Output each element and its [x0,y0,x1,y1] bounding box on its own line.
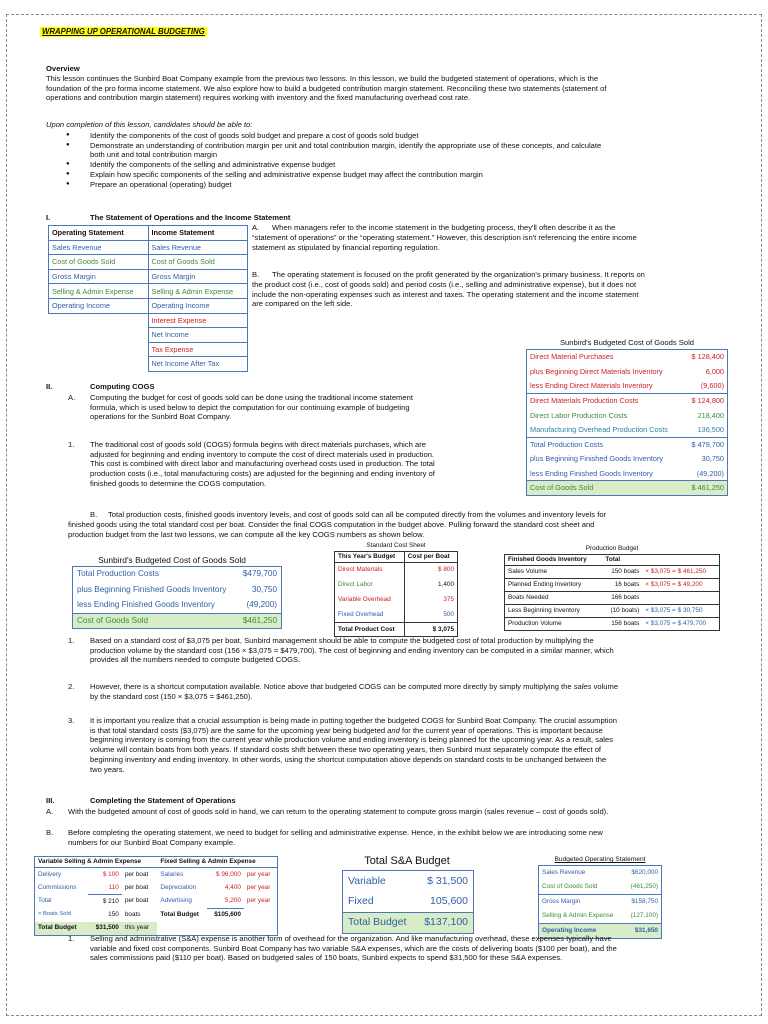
section-2-b-text [108,510,728,520]
production-units: 156 boats [611,620,640,628]
standard-cost-label: Fixed Overhead [335,608,405,623]
sa-budget-title: Total S&A Budget [364,855,450,867]
sa-cell: Salaries [160,870,184,878]
production-calc: × $3,075 = $ 479,700 [645,620,707,628]
section-3-1-label: 1. [68,934,75,943]
section-3-heading: Completing the Statement of Operations [90,796,236,805]
text-line: variable and fixed cost components. Sunbird Boat Company has two variable S&A expenses, which are the costs of delivering boats ($100 per boat), and the [90,943,617,953]
comparison-cell: Tax Expense [148,342,248,357]
sa-budget-label: Total Budget [348,916,407,929]
cogs-row-label: less Ending Direct Materials Inventory [530,381,653,391]
text-line: production volume by the standard cost (156 × $3,075 = $479,700). The cost of beginning and ending inventory can be computed in a similar manner, which [90,645,614,655]
sa-cell: Depreciation [160,883,197,891]
section-2-a-label: A. [68,393,76,402]
comparison-cell: Gross Margin [148,269,248,284]
overview-heading: Overview [46,64,80,73]
section-2-a-text [90,393,510,422]
sa-budget-label: Fixed [348,895,374,908]
comparison-header: Operating Statement [49,226,149,241]
sa-cell: $ 100 [102,870,119,878]
cogs-small-value: 30,750 [251,584,277,594]
text-span: volume [591,682,619,691]
sa-expense-table [34,856,278,936]
cogs-row-value: 6,000 [705,366,724,376]
text-line: This cost is combined with direct labor and manufacturing overhead costs used in production. The total [90,459,435,469]
standard-cost-value: 500 [443,610,454,618]
standard-cost-table [334,551,458,637]
cogs-small-title: Sunbird's Budgeted Cost of Goods Sold [98,555,246,565]
production-label: Boats Needed [508,594,549,602]
section-3-b-text [68,828,748,847]
overview-paragraph [46,74,736,103]
production-budget-title: Production Budget [585,545,639,552]
sa-cell: boats [124,910,141,918]
text-line: Computing the budget for cost of goods sold can be done using the traditional income statement [90,393,413,402]
standard-cost-header: This Year's Budget [335,552,405,563]
comparison-cell-empty [49,328,149,343]
comparison-cell: Net Income [148,328,248,343]
objective-item: ● Identify the components of the selling and administrative expense budget [90,160,730,170]
cogs-row-value: $ 461,250 [691,483,724,493]
section-3-b-label: B. [46,828,54,837]
cogs-small-label: less Ending Finished Goods Inventory [77,599,215,609]
section-1-a-text [272,223,742,233]
section-2-b-text-cont [68,520,728,539]
statement-comparison-table [48,225,248,372]
cogs-row-label: plus Beginning Direct Materials Inventory [530,366,663,376]
production-label: Production Volume [508,620,562,628]
operating-statement-table [538,865,662,939]
op-value: $620,000 [631,868,658,876]
section-2-b2-label: 2. [68,682,75,691]
text-line: two years. [90,764,125,774]
op-value: (127,100) [630,911,658,919]
text-line: finished goods to determine the COGS computation. [90,478,267,488]
sa-cell: $105,600 [207,908,244,922]
text-span: is that total standard costs ($3,075) are the same for the upcoming year being budgeted [90,725,388,735]
op-label: Selling & Admin Expense [542,911,614,919]
production-units: 150 boats [611,568,640,576]
cogs-row-value: $ 124,800 [691,396,724,406]
sa-cell: 4,400 [224,883,241,891]
sa-header: Fixed Selling & Admin Expense [160,858,256,865]
section-2-b1-label: 1. [68,636,75,645]
comparison-cell: Interest Expense [148,313,248,328]
production-header: Total [605,556,621,563]
overview-line: foundation of the pro forma income statement. We also explore how to build a budgeted contribution margin statement. Reconciling these two statements (statement of [46,83,607,93]
text-line: beginning inventory is coming from the current year while production volume and ending inventory is being planned for the upcoming year. As a result, sales [90,735,614,745]
cogs-row-value: (9,600) [700,381,724,391]
comparison-cell: Sales Revenue [49,240,149,255]
operating-statement-title: Budgeted Operating Statement [554,856,646,863]
standard-cost-value: 375 [443,596,454,604]
production-calc [642,592,719,605]
cogs-row-label: Manufacturing Overhead Production Costs [530,424,668,434]
section-2-b2-text [90,682,740,701]
cogs-row-label: Direct Material Purchases [530,352,614,362]
op-label: Cost of Goods Sold [542,882,598,890]
standard-cost-total-value: $ 3,075 [432,625,454,633]
production-label: Sales Volume [508,568,548,576]
sa-cell: 150 [108,910,119,918]
comparison-cell: Cost of Goods Sold [148,255,248,270]
sa-cell: Commissions [38,883,77,891]
text-line: production budget from the last two lessons, we can compute all the key COGS numbers as shown below. [68,529,425,539]
text-line: numbers for our Sunbird Boat Company example. [68,837,236,847]
text-line: The operating statement is focused on the profit generated by the organization's primary business. It reports on [272,270,645,279]
cogs-small-value: $479,700 [242,569,277,579]
standard-cost-total-label: Total Product Cost [335,623,405,637]
text-line: include the non-operating expenses such as interest and taxes. The operating statement and the income statement [252,289,639,299]
text-line: beginning inventory and ending inventory. In other words, using the shortcut computation above depends on standard costs to be unchanged between the [90,754,607,764]
section-2-b3-label: 3. [68,716,75,725]
sa-budget-value: $137,100 [424,916,468,929]
sa-cell: per year [246,897,271,905]
production-units: 166 boats [611,594,640,602]
production-header: Finished Goods Inventory [508,556,587,563]
objectives-intro: Upon completion of this lesson, candidates should be able to: [46,120,253,129]
sa-cell: this year [124,924,149,932]
page-title: WRAPPING UP OPERATIONAL BUDGETING [42,27,205,36]
text-line: sales commissions paid ($110 per boat). Based on budgeted sales of 150 boats, Sunbird expects to spend $31,500 for these S&A expenses. [90,953,563,963]
comparison-header: Income Statement [148,226,248,241]
sa-cell: 110 [108,883,119,891]
sa-cell: per boat [124,897,149,905]
sa-cell: per boat [124,870,149,878]
overview-line: This lesson continues the Sunbird Boat Company example from the previous two lessons. In this lesson, we build the budgeted statement of operations, which is the [46,74,599,83]
standard-cost-value: $ 800 [438,566,454,574]
cogs-small-table [72,566,282,629]
production-label: Planned Ending Inventory [508,581,582,589]
sa-cell: × Boats Sold [38,911,72,918]
cogs-small-value: $461,250 [242,615,277,625]
cogs-row-label: plus Beginning Finished Goods Inventory [530,454,664,464]
text-line: When managers refer to the income statement in the budgeting process, they'll often describe it as the [272,223,616,232]
production-units: (10 boats) [610,607,640,615]
text-line: Total production costs, finished goods inventory levels, and cost of goods sold can all be computed directly from the volumes and inventory levels for [108,510,607,519]
comparison-cell: Net Income After Tax [148,357,248,372]
text-line: are compared on the left side. [252,299,353,309]
section-3-number: III. [46,796,55,805]
comparison-cell: Sales Revenue [148,240,248,255]
cogs-row-label: less Ending Finished Goods Inventory [530,468,653,478]
section-1-heading: The Statement of Operations and the Income Statement [90,213,291,222]
text-line: provides all the numbers needed to compute budgeted COGS. [90,655,301,665]
comparison-cell-empty [49,342,149,357]
comparison-cell-empty [49,357,149,372]
sa-header: Variable Selling & Admin Expense [38,858,142,865]
cogs-row-label: Cost of Goods Sold [530,483,594,493]
comparison-cell: Selling & Admin Expense [148,284,248,299]
section-1-a-text-cont [252,233,742,252]
comparison-cell: Operating Income [148,298,248,313]
standard-cost-title: Standard Cost Sheet [366,542,426,549]
sa-cell: 5,200 [224,897,241,905]
text-line: the product cost (i.e., cost of goods sold) and period costs (i.e., selling and administrative expense), but it does not [252,280,637,289]
cogs-row-value: $ 128,400 [691,352,724,362]
text-line: by the standard cost (150 × $3,075 = $461,250). [90,691,253,701]
section-2-b1-text [90,636,740,665]
standard-cost-value: 1,400 [438,581,454,589]
standard-cost-label: Direct Materials [335,563,405,578]
overview-line: operations and contribution margin statement) requires working with inventory and the fixed manufacturing overhead cost rate. [46,93,471,103]
section-2-b3-text [90,716,740,774]
production-budget-table [504,554,720,631]
cogs-small-label: Total Production Costs [77,569,159,579]
production-calc: × $3,075 = $ 30,750 [645,607,703,615]
text-line: operations for the Sunbird Boat Company. [90,412,232,422]
op-label: Sales Revenue [542,868,586,876]
objective-item: ● Identify the components of the cost of goods sold budget and prepare a cost of goods sold budget [90,131,730,141]
production-calc: × $3,075 = $ 461,250 [645,568,707,576]
production-calc: × $3,075 = $ 49,200 [645,581,703,589]
section-1-a-label: A. [252,223,260,232]
cogs-budget-table [526,349,728,496]
standard-cost-label: Direct Labor [335,578,405,593]
comparison-cell: Gross Margin [49,269,149,284]
comparison-cell: Cost of Goods Sold [49,255,149,270]
cogs-budget-title: Sunbird's Budgeted Cost of Goods Sold [559,338,694,347]
text-line: formula, which is used below to depict the computation for our continuing example of budgeting [90,402,410,412]
section-1-number: I. [46,213,51,222]
sa-budget-value: $ 31,500 [427,874,468,887]
sa-cell: Advertising [160,897,192,905]
section-3-a-label: A. [46,807,54,816]
text-italic: sales [573,682,592,691]
sa-cell: per boat [124,883,149,891]
text-span: for the current year of operations. This is important because [399,725,603,735]
comparison-cell-empty [49,313,149,328]
text-italic: and [387,725,400,735]
op-label: Operating Income [542,926,597,934]
objective-item: ● Explain how specific components of the selling and administrative expense budget may affect the contribution margin [90,170,730,180]
op-value: $158,750 [631,897,658,905]
cogs-row-value: 218,400 [697,410,724,420]
section-3-a-text: With the budgeted amount of cost of goods sold in hand, we can return to the operating statement to compute gross margin (sales revenue – cost of goods sold). [68,807,609,816]
cogs-row-value: 136,500 [697,424,724,434]
text-line: It is important you realize that a crucial assumption is being made in putting together the budgeted COGS for Sunbird Boat Company. The crucial assumption [90,716,617,725]
cogs-row-label: Direct Labor Production Costs [530,410,628,420]
standard-cost-label: Variable Overhead [335,593,405,608]
cogs-row-label: Direct Materials Production Costs [530,396,639,406]
comparison-cell: Operating Income [49,298,149,313]
objectives-list [90,131,730,189]
text-line: Based on a standard cost of $3,075 per boat, Sunbird management should be able to compute the budgeted cost of total production by multiplying the [90,636,594,645]
text-line: finished goods using the total standard cost per boat. Consider the final COGS computation in the budget above. Pulling forward the standard cost sheet and [68,520,595,529]
text-line: The traditional cost of goods sold (COGS) formula begins with direct materials purchases, which are [90,440,426,449]
text-line [90,726,740,736]
cogs-row-label: Total Production Costs [530,439,604,449]
production-label: Less Beginning Inventory [508,607,580,615]
comparison-cell: Selling & Admin Expense [49,284,149,299]
objective-item: ● Demonstrate an understanding of contribution margin per unit and total contribution margin, identify the appropriate use of these concepts, and calculate [90,141,730,151]
sa-cell: Total Budget [160,910,199,918]
sa-cell: $ 210 [88,895,122,909]
cogs-small-label: Cost of Goods Sold [77,615,148,625]
cogs-row-value: 30,750 [701,454,724,464]
section-2-1-text [90,440,520,489]
text-line: “statement of operations” or the “operating statement.” However, this description isn't referencing the entire income [252,233,637,242]
text-line: production costs (i.e., total manufacturing costs) are adjusted for the beginning and ending inventory of [90,469,435,479]
sa-budget-value: 105,600 [430,895,468,908]
text-line: statement as stipulated by financial reporting regulation. [252,242,440,252]
text-line: adjusted for beginning and ending inventory to compute the cost of direct materials used in production. [90,449,435,459]
sa-budget-label: Variable [348,874,386,887]
section-1-b-label: B. [252,270,260,279]
text-line: Selling and administrative (S&A) expense is another form of overhead for the organization. And like manufacturing overhead, these expenses typically have [90,934,612,943]
section-2-number: II. [46,382,53,391]
production-units: 16 boats [614,581,640,589]
section-2-1-label: 1. [68,440,75,449]
section-3-1-text [90,934,740,963]
sa-cell: Delivery [38,870,62,878]
sa-cell: Total Budget [38,924,77,932]
objective-item-continued: both unit and total contribution margin [90,150,218,160]
sa-cell [244,908,278,922]
section-1-b-text-cont [252,280,742,309]
text-line: Before completing the operating statement, we need to budget for selling and administrative expense. Hence, in the exhibit below we are introducing some new [68,828,603,837]
standard-cost-header: Cost per Boat [407,553,450,560]
objective-item: ● Prepare an operational (operating) budget [90,180,730,190]
text-line: volume will contain boats from both years. If standard costs shift between these two operating years, then Sunbird must separately compute the effect of [90,745,602,755]
op-value: $31,650 [634,926,658,934]
cogs-row-value: (49,200) [696,468,724,478]
text-line [90,682,740,692]
section-1-b-text [272,270,742,280]
section-2-b-label: B. [90,510,98,519]
sa-cell: Total [38,897,52,905]
sa-cell: per year [246,883,271,891]
cogs-row-value: $ 479,700 [691,439,724,449]
cogs-small-label: plus Beginning Finished Goods Inventory [77,584,227,594]
sa-budget-table [342,870,474,934]
cogs-small-value: (49,200) [246,599,277,609]
sa-cell: per year [246,870,271,878]
sa-cell: $ 96,000 [216,870,241,878]
op-label: Gross Margin [542,897,581,905]
sa-cell: $31,500 [95,924,119,932]
section-2-heading: Computing COGS [90,382,155,391]
op-value: (461,250) [630,882,658,890]
text-span: However, there is a shortcut computation available. Notice above that budgeted COGS can be computed more directly by simply multiplying the [90,682,574,691]
